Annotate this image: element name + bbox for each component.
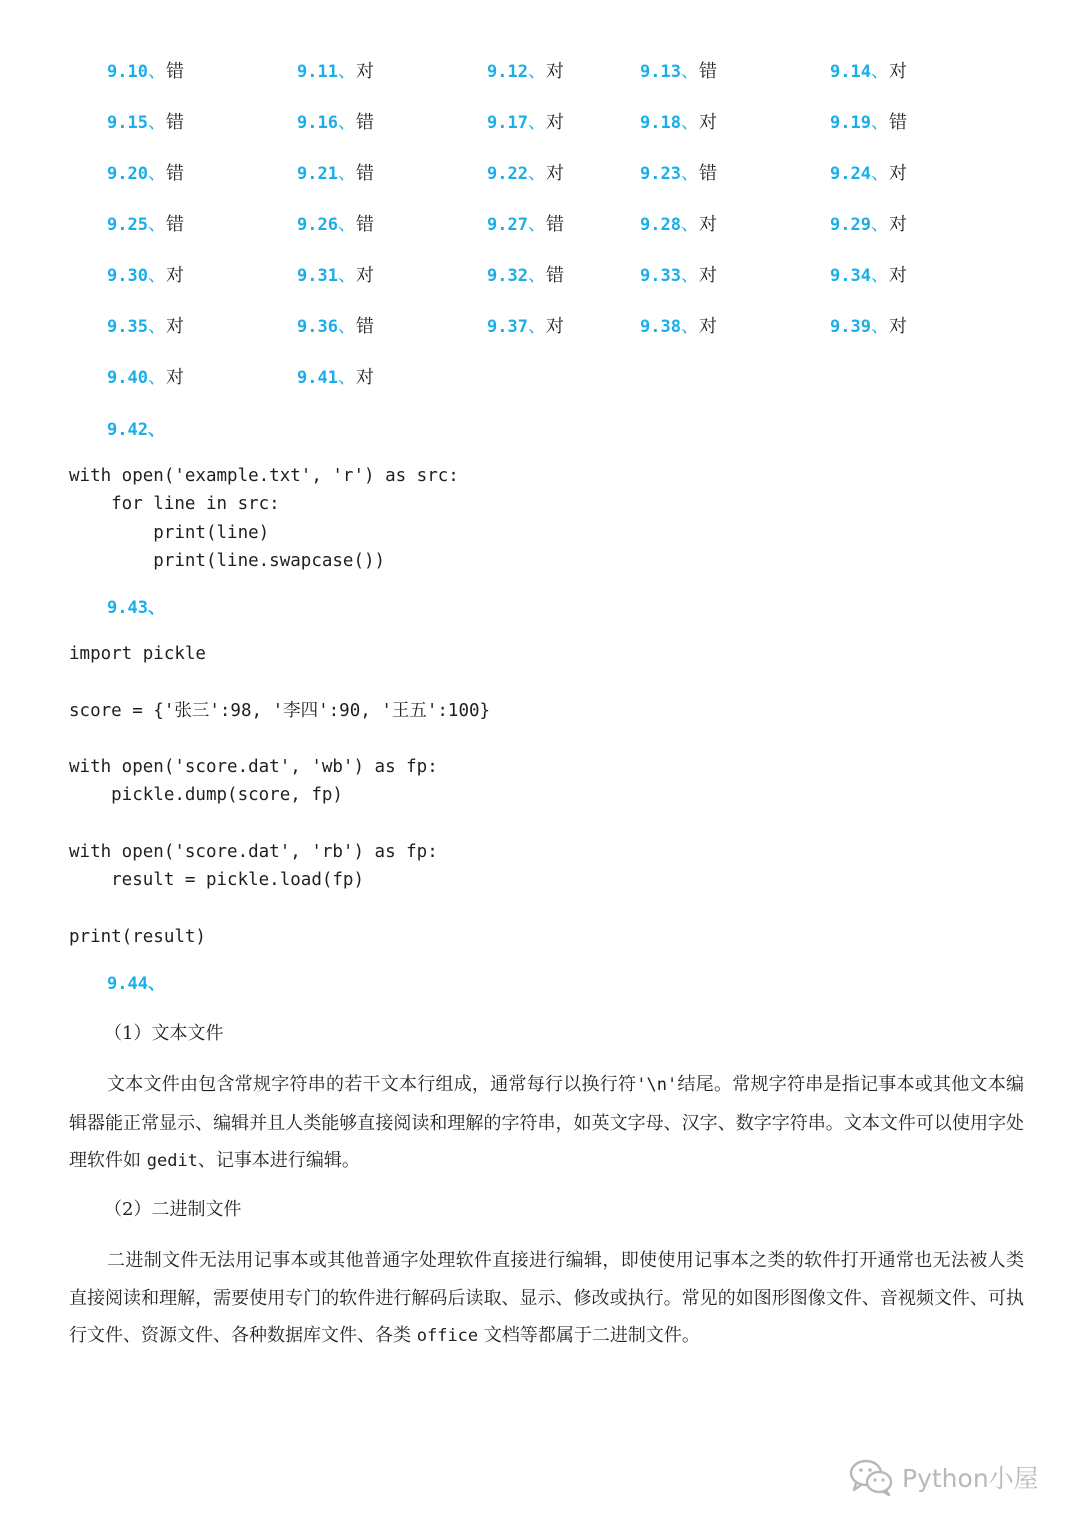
answer-separator: 、 bbox=[147, 61, 166, 82]
answer-item bbox=[107, 259, 184, 293]
answer-value: 错 bbox=[165, 214, 184, 235]
answer-value: 错 bbox=[545, 214, 564, 235]
answer-value: 对 bbox=[355, 265, 374, 286]
answer-separator: 、 bbox=[337, 163, 356, 184]
answer-value: 错 bbox=[698, 61, 717, 82]
answer-number: 9.20 bbox=[107, 164, 148, 184]
code-line: pickle.dump(score, fp) bbox=[69, 785, 343, 806]
answer-value: 对 bbox=[888, 265, 907, 286]
answer-separator: 、 bbox=[870, 163, 889, 184]
answer-number: 9.35 bbox=[107, 317, 148, 337]
answer-value: 对 bbox=[698, 316, 717, 337]
answer-number: 9.31 bbox=[297, 266, 338, 286]
answer-separator: 、 bbox=[337, 61, 356, 82]
answer-item bbox=[640, 106, 717, 140]
answer-separator: 、 bbox=[147, 163, 166, 184]
answer-grid bbox=[0, 55, 1080, 412]
answer-value: 错 bbox=[355, 316, 374, 337]
answer-item bbox=[297, 361, 374, 395]
answer-number: 9.25 bbox=[107, 215, 148, 235]
answer-item bbox=[487, 310, 564, 344]
answer-number: 9.39 bbox=[830, 317, 871, 337]
answer-number: 9.16 bbox=[297, 113, 338, 133]
code-line bbox=[69, 895, 490, 923]
answer-item bbox=[107, 157, 184, 191]
code-line: print(line.swapcase()) bbox=[69, 550, 386, 571]
answer-value: 对 bbox=[355, 61, 374, 82]
code-line: with open('score.dat', 'rb') as fp: bbox=[69, 842, 438, 863]
answer-item bbox=[640, 259, 717, 293]
answer-separator: 、 bbox=[680, 214, 699, 235]
answer-value: 对 bbox=[888, 214, 907, 235]
answer-value: 错 bbox=[888, 112, 907, 133]
answer-value: 错 bbox=[165, 163, 184, 184]
answer-value: 对 bbox=[165, 316, 184, 337]
answer-item bbox=[297, 310, 374, 344]
answer-item bbox=[487, 259, 564, 293]
code-block-9-43 bbox=[69, 640, 490, 951]
answer-value: 错 bbox=[355, 163, 374, 184]
answer-number: 9.28 bbox=[640, 215, 681, 235]
answer-row bbox=[0, 310, 1080, 361]
answer-value: 对 bbox=[698, 265, 717, 286]
answer-item bbox=[107, 361, 184, 395]
answer-item bbox=[297, 106, 374, 140]
answer-item bbox=[830, 55, 907, 89]
answer-separator: 、 bbox=[870, 214, 889, 235]
answer-value: 对 bbox=[545, 112, 564, 133]
answer-number: 9.11 bbox=[297, 62, 338, 82]
answer-row bbox=[0, 361, 1080, 412]
answer-value: 对 bbox=[888, 316, 907, 337]
answer-number: 9.18 bbox=[640, 113, 681, 133]
question-9-44-heading: 9.44、 bbox=[107, 974, 165, 994]
answer-number: 9.30 bbox=[107, 266, 148, 286]
answer-number: 9.15 bbox=[107, 113, 148, 133]
answer-separator: 、 bbox=[147, 214, 166, 235]
answer-value: 对 bbox=[698, 112, 717, 133]
code-line: score = {'张三':98, '李四':90, '王五':100} bbox=[69, 700, 491, 721]
answer-item bbox=[487, 157, 564, 191]
answer-separator: 、 bbox=[337, 265, 356, 286]
code-line: for line in src: bbox=[69, 494, 280, 515]
answer-number: 9.26 bbox=[297, 215, 338, 235]
binary-file-paragraph: 二进制文件无法用记事本或其他普通字处理软件直接进行编辑，即使使用记事本之类的软件打开通常也无法被人类直接阅读和理解，需要使用专门的软件进行解码后读取、显示、修改或执行。常见的如图形图像文件、音视频文件、可执行文件、资源文件、各种数据库文件、各类 office 文档等都属于二进制文件。 bbox=[69, 1250, 1024, 1346]
code-block-9-42 bbox=[69, 462, 459, 575]
answer-item bbox=[107, 55, 184, 89]
answer-value: 对 bbox=[545, 163, 564, 184]
answer-number: 9.19 bbox=[830, 113, 871, 133]
answer-value: 对 bbox=[888, 61, 907, 82]
answer-separator: 、 bbox=[870, 112, 889, 133]
answer-row bbox=[0, 157, 1080, 208]
answer-item bbox=[297, 259, 374, 293]
text-file-paragraph: 文本文件由包含常规字符串的若干文本行组成，通常每行以换行符'\n'结尾。常规字符串是指记事本或其他文本编辑器能正常显示、编辑并且人类能够直接阅读和理解的字符串，如英文字母、汉字、数字字符串。文本文件可以使用字处理软件如 gedit、记事本进行编辑。 bbox=[69, 1074, 1025, 1171]
answer-separator: 、 bbox=[680, 112, 699, 133]
answer-number: 9.33 bbox=[640, 266, 681, 286]
answer-separator: 、 bbox=[337, 214, 356, 235]
answer-number: 9.36 bbox=[297, 317, 338, 337]
answer-item bbox=[297, 55, 374, 89]
answer-separator: 、 bbox=[147, 367, 166, 388]
answer-value: 对 bbox=[165, 265, 184, 286]
code-line: print(line) bbox=[69, 522, 270, 543]
answer-item bbox=[487, 208, 564, 242]
answer-row bbox=[0, 55, 1080, 106]
answer-number: 9.37 bbox=[487, 317, 528, 337]
answer-item bbox=[640, 157, 717, 191]
answer-separator: 、 bbox=[870, 61, 889, 82]
answer-separator: 、 bbox=[147, 265, 166, 286]
answer-number: 9.24 bbox=[830, 164, 871, 184]
answer-value: 对 bbox=[545, 316, 564, 337]
answer-number: 9.34 bbox=[830, 266, 871, 286]
answer-value: 对 bbox=[888, 163, 907, 184]
answer-value: 错 bbox=[355, 112, 374, 133]
answer-number: 9.41 bbox=[297, 368, 338, 388]
code-line: result = pickle.load(fp) bbox=[69, 870, 365, 891]
answer-separator: 、 bbox=[870, 316, 889, 337]
wechat-icon bbox=[848, 1457, 896, 1497]
answer-item bbox=[830, 259, 907, 293]
code-line: with open('score.dat', 'wb') as fp: bbox=[69, 757, 438, 778]
answer-item bbox=[487, 106, 564, 140]
question-9-43-heading: 9.43、 bbox=[107, 598, 165, 618]
answer-item bbox=[830, 310, 907, 344]
code-line bbox=[69, 668, 490, 696]
answer-item bbox=[297, 208, 374, 242]
answer-item bbox=[297, 157, 374, 191]
question-9-42-heading: 9.42、 bbox=[107, 420, 165, 440]
answer-row bbox=[0, 208, 1080, 259]
answer-item bbox=[107, 310, 184, 344]
answer-value: 对 bbox=[165, 367, 184, 388]
answer-value: 错 bbox=[165, 61, 184, 82]
answer-item bbox=[640, 310, 717, 344]
code-line bbox=[69, 810, 490, 838]
answer-value: 错 bbox=[698, 163, 717, 184]
answer-number: 9.10 bbox=[107, 62, 148, 82]
answer-number: 9.14 bbox=[830, 62, 871, 82]
answer-separator: 、 bbox=[870, 265, 889, 286]
answer-separator: 、 bbox=[337, 112, 356, 133]
answer-number: 9.38 bbox=[640, 317, 681, 337]
answer-number: 9.29 bbox=[830, 215, 871, 235]
answer-separator: 、 bbox=[527, 163, 546, 184]
answer-row bbox=[0, 106, 1080, 157]
answer-separator: 、 bbox=[680, 316, 699, 337]
answer-value: 对 bbox=[355, 367, 374, 388]
code-line: print(result) bbox=[69, 926, 206, 947]
answer-item bbox=[830, 157, 907, 191]
answer-value: 对 bbox=[698, 214, 717, 235]
binary-file-heading: （2）二进制文件 bbox=[104, 1199, 242, 1220]
answer-item bbox=[640, 208, 717, 242]
answer-item bbox=[107, 208, 184, 242]
answer-separator: 、 bbox=[680, 163, 699, 184]
watermark bbox=[848, 1457, 1039, 1497]
text-file-heading: （1）文本文件 bbox=[104, 1023, 224, 1044]
code-line: import pickle bbox=[69, 644, 206, 664]
code-line bbox=[69, 725, 490, 753]
answer-number: 9.13 bbox=[640, 62, 681, 82]
answer-item bbox=[487, 55, 564, 89]
answer-value: 错 bbox=[545, 265, 564, 286]
answer-separator: 、 bbox=[147, 112, 166, 133]
answer-separator: 、 bbox=[527, 265, 546, 286]
answer-value: 错 bbox=[355, 214, 374, 235]
answer-separator: 、 bbox=[680, 61, 699, 82]
answer-separator: 、 bbox=[337, 367, 356, 388]
answer-number: 9.17 bbox=[487, 113, 528, 133]
answer-number: 9.32 bbox=[487, 266, 528, 286]
answer-value: 对 bbox=[545, 61, 564, 82]
answer-separator: 、 bbox=[527, 112, 546, 133]
answer-item bbox=[830, 106, 907, 140]
answer-item bbox=[107, 106, 184, 140]
answer-item bbox=[640, 55, 717, 89]
watermark-text: Python小屋 bbox=[902, 1464, 1039, 1493]
answer-item bbox=[830, 208, 907, 242]
answer-row bbox=[0, 259, 1080, 310]
answer-number: 9.40 bbox=[107, 368, 148, 388]
answer-separator: 、 bbox=[337, 316, 356, 337]
answer-separator: 、 bbox=[527, 214, 546, 235]
answer-separator: 、 bbox=[680, 265, 699, 286]
answer-number: 9.27 bbox=[487, 215, 528, 235]
answer-separator: 、 bbox=[527, 316, 546, 337]
code-line: with open('example.txt', 'r') as src: bbox=[69, 466, 459, 486]
answer-value: 错 bbox=[165, 112, 184, 133]
answer-separator: 、 bbox=[527, 61, 546, 82]
answer-separator: 、 bbox=[147, 316, 166, 337]
answer-number: 9.22 bbox=[487, 164, 528, 184]
answer-number: 9.23 bbox=[640, 164, 681, 184]
answer-number: 9.21 bbox=[297, 164, 338, 184]
answer-number: 9.12 bbox=[487, 62, 528, 82]
